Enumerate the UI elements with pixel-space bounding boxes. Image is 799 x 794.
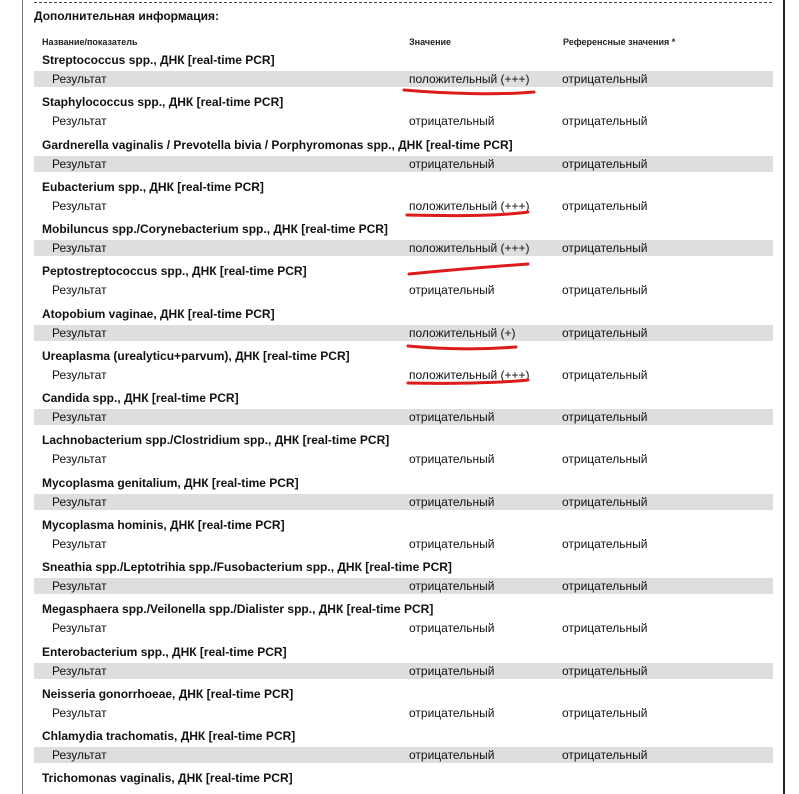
- test-name: Enterobacterium spp., ДНК [real-time PCR]: [42, 645, 287, 659]
- test-name: Sneathia spp./Leptotrihia spp./Fusobacterium spp., ДНК [real-time PCR]: [42, 560, 452, 574]
- column-header-name: Название/показатель: [42, 37, 138, 47]
- result-row: [34, 705, 773, 721]
- result-label: Результат: [52, 199, 107, 213]
- reference-value: отрицательный: [562, 410, 648, 424]
- column-header-value: Значение: [409, 37, 452, 47]
- result-value: отрицательный: [409, 410, 495, 424]
- test-name: Gardnerella vaginalis / Prevotella bivia / Porphyromonas spp., ДНК [real-time PCR]: [42, 138, 513, 152]
- result-row: [34, 198, 773, 214]
- result-value: отрицательный: [409, 452, 495, 466]
- reference-value: отрицательный: [562, 495, 648, 509]
- test-name: Megasphaera spp./Veilonella spp./Dialister spp., ДНК [real-time PCR]: [42, 602, 434, 616]
- test-name: Staphylococcus spp., ДНК [real-time PCR]: [42, 95, 284, 109]
- test-name: Mycoplasma genitalium, ДНК [real-time PCR]: [42, 476, 299, 490]
- result-value: отрицательный: [409, 579, 495, 593]
- result-label: Результат: [52, 748, 107, 762]
- result-value: отрицательный: [409, 706, 495, 720]
- reference-value: отрицательный: [562, 579, 648, 593]
- test-name: Trichomonas vaginalis, ДНК [real-time PCR]: [42, 771, 293, 785]
- result-value: отрицательный: [409, 664, 495, 678]
- result-row: [34, 113, 773, 129]
- result-row: [34, 367, 773, 383]
- red-underline-mark: [404, 90, 534, 94]
- result-row: [34, 325, 773, 341]
- reference-value: отрицательный: [562, 748, 648, 762]
- result-label: Результат: [52, 452, 107, 466]
- result-label: Результат: [52, 706, 107, 720]
- result-row: [34, 620, 773, 636]
- reference-value: отрицательный: [562, 157, 648, 171]
- reference-value: отрицательный: [562, 283, 648, 297]
- reference-value: отрицательный: [562, 621, 648, 635]
- red-underline-mark: [408, 346, 516, 349]
- reference-value: отрицательный: [562, 706, 648, 720]
- right-margin-line: [783, 0, 785, 794]
- reference-value: отрицательный: [562, 326, 648, 340]
- test-name: Atopobium vaginae, ДНК [real-time PCR]: [42, 307, 275, 321]
- test-name: Eubacterium spp., ДНК [real-time PCR]: [42, 180, 264, 194]
- result-label: Результат: [52, 579, 107, 593]
- result-value: отрицательный: [409, 537, 495, 551]
- red-underline-mark: [409, 264, 528, 274]
- test-name: Neisseria gonorrhoeae, ДНК [real-time PCR]: [42, 687, 294, 701]
- result-value: отрицательный: [409, 621, 495, 635]
- test-name: Candida spp., ДНК [real-time PCR]: [42, 391, 239, 405]
- reference-value: отрицательный: [562, 199, 648, 213]
- result-label: Результат: [52, 664, 107, 678]
- result-value: отрицательный: [409, 748, 495, 762]
- test-name: Lachnobacterium spp./Clostridium spp., ДНК [real-time PCR]: [42, 433, 390, 447]
- result-label: Результат: [52, 72, 107, 86]
- reference-value: отрицательный: [562, 664, 648, 678]
- column-header-reference: Референсные значения *: [563, 37, 676, 47]
- result-label: Результат: [52, 114, 107, 128]
- result-value: отрицательный: [409, 157, 495, 171]
- result-label: Результат: [52, 157, 107, 171]
- result-value: отрицательный: [409, 114, 495, 128]
- result-value: положительный (+): [409, 326, 516, 340]
- result-value: отрицательный: [409, 495, 495, 509]
- result-value: положительный (+++): [409, 368, 530, 382]
- result-label: Результат: [52, 241, 107, 255]
- result-row: [34, 451, 773, 467]
- result-label: Результат: [52, 537, 107, 551]
- result-label: Результат: [52, 368, 107, 382]
- left-margin-line: [22, 0, 23, 794]
- result-row: [34, 71, 773, 87]
- test-name: Chlamydia trachomatis, ДНК [real-time PCR]: [42, 729, 296, 743]
- result-row: [34, 409, 773, 425]
- result-label: Результат: [52, 283, 107, 297]
- test-name: Mycoplasma hominis, ДНК [real-time PCR]: [42, 518, 285, 532]
- result-row: [34, 494, 773, 510]
- result-row: [34, 156, 773, 172]
- result-row: [34, 747, 773, 763]
- reference-value: отрицательный: [562, 537, 648, 551]
- result-row: [34, 536, 773, 552]
- test-name: Mobiluncus spp./Corynebacterium spp., ДНК [real-time PCR]: [42, 222, 388, 236]
- result-value: положительный (+++): [409, 199, 530, 213]
- result-label: Результат: [52, 326, 107, 340]
- result-row: [34, 578, 773, 594]
- result-value: отрицательный: [409, 283, 495, 297]
- result-value: положительный (+++): [409, 72, 530, 86]
- reference-value: отрицательный: [562, 368, 648, 382]
- test-name: Streptococcus spp., ДНК [real-time PCR]: [42, 53, 275, 67]
- result-label: Результат: [52, 410, 107, 424]
- result-label: Результат: [52, 621, 107, 635]
- section-title: Дополнительная информация:: [34, 9, 219, 23]
- result-row: [34, 282, 773, 298]
- result-row: [34, 240, 773, 256]
- result-row: [34, 663, 773, 679]
- test-name: Peptostreptococcus spp., ДНК [real-time PCR]: [42, 264, 307, 278]
- reference-value: отрицательный: [562, 72, 648, 86]
- test-name: Ureaplasma (urealyticu+parvum), ДНК [real-time PCR]: [42, 349, 350, 363]
- top-dashed-divider: [34, 2, 772, 3]
- result-value: положительный (+++): [409, 241, 530, 255]
- reference-value: отрицательный: [562, 114, 648, 128]
- reference-value: отрицательный: [562, 452, 648, 466]
- reference-value: отрицательный: [562, 241, 648, 255]
- result-label: Результат: [52, 495, 107, 509]
